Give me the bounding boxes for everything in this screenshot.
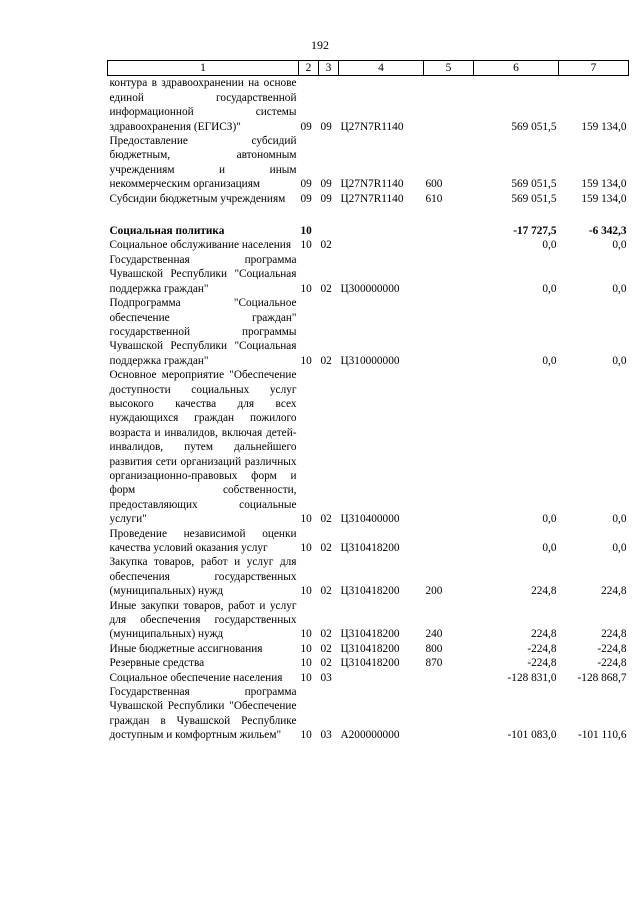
header-col-7: 7 [559, 61, 629, 76]
row-section: 10 [300, 628, 312, 641]
row-section: 10 [300, 729, 312, 742]
row-section: 10 [300, 671, 312, 684]
row-expense-type [424, 368, 474, 526]
row-subsection: 03 [320, 671, 332, 684]
row-amount-2: -6 342,3 [588, 225, 627, 238]
row-subsection: 09 [320, 120, 332, 133]
row-amount-2: -128 868,7 [577, 671, 627, 684]
row-amount-1: -17 727,5 [513, 225, 557, 238]
row-target-article: Ц310418200 [340, 542, 400, 554]
row-amount-2: 159 134,0 [581, 192, 627, 205]
row-subsection: 03 [320, 729, 332, 742]
row-amount-2: 0,0 [612, 513, 627, 526]
row-amount-1: 569 051,5 [511, 178, 557, 191]
row-name: Закупка товаров, работ и услуг для обеспечения государственных (муниципальных) нужд [109, 556, 297, 598]
row-amount-1: 224,8 [531, 628, 557, 641]
row-name: Иные бюджетные ассигнования [109, 642, 263, 655]
header-col-5: 5 [424, 61, 474, 76]
row-amount-2: 159 134,0 [581, 178, 627, 191]
row-amount-1: -224,8 [527, 642, 557, 655]
row-expense-type [424, 76, 474, 134]
row-section: 10 [300, 282, 312, 295]
row-target-article: Ц310418200 [340, 585, 400, 598]
row-amount-1: 0,0 [542, 354, 557, 367]
row-name: Предоставление субсидий бюджетным, автономным учреждениям и иным некоммерческим организациям [109, 135, 297, 191]
table-row [108, 527, 629, 556]
row-expense-type: 870 [425, 657, 443, 670]
table-row [108, 656, 629, 670]
row-amount-1: 224,8 [531, 585, 557, 598]
table-header-row [108, 61, 629, 76]
row-amount-2: 159 134,0 [581, 120, 627, 133]
row-target-article: Ц27N7R1140 [340, 120, 404, 133]
row-section: 10 [300, 542, 312, 554]
table-row [108, 192, 629, 206]
row-name: Иные закупки товаров, работ и услуг для обеспечения государственных (муниципальных) нужд [109, 599, 297, 641]
row-target-article: Ц310000000 [340, 354, 400, 367]
row-target-article [339, 238, 424, 252]
row-amount-1: 569 051,5 [511, 120, 557, 133]
table-row [108, 76, 629, 134]
row-subsection: 02 [320, 282, 332, 295]
row-name: Проведение независимой оценки качества условий оказания услуг [109, 527, 297, 554]
table-row [108, 134, 629, 192]
row-name: Государственная программа Чувашской Республики "Социальная поддержка граждан" [109, 253, 297, 295]
row-subsection: 02 [320, 354, 332, 367]
row-expense-type [424, 224, 474, 238]
row-expense-type [424, 296, 474, 368]
row-expense-type: 200 [425, 585, 443, 598]
header-col-1: 1 [108, 61, 299, 76]
row-name: Социальное обслуживание населения [109, 239, 292, 252]
row-expense-type [424, 671, 474, 685]
row-section: 10 [300, 225, 312, 238]
row-name: контура в здравоохранении на основе единой государственной информационной системы здравоохранения (ЕГИСЗ)" [109, 77, 297, 133]
row-subsection [319, 224, 339, 238]
row-name: Социальное обеспечение населения [109, 671, 283, 684]
row-amount-1: -128 831,0 [507, 671, 557, 684]
row-target-article [339, 224, 424, 238]
spacer-row [108, 206, 629, 224]
row-name: Государственная программа Чувашской Республики "Обеспечение граждан в Чувашской Республике доступным и комфортным жильем" [109, 686, 297, 742]
row-expense-type [424, 685, 474, 743]
row-amount-1: -224,8 [527, 657, 557, 670]
row-section: 09 [300, 192, 312, 205]
header-col-6: 6 [474, 61, 559, 76]
row-target-article: Ц310418200 [340, 642, 400, 655]
row-amount-1: 0,0 [542, 282, 557, 295]
table-row [108, 296, 629, 368]
row-target-article: Ц27N7R1140 [340, 178, 404, 191]
row-name: Подпрограмма "Социальное обеспечение граждан" государственной программы Чувашской Республики "Социальная поддержка граждан" [109, 297, 297, 367]
header-col-2: 2 [299, 61, 319, 76]
row-name: Основное мероприятие "Обеспечение доступности социальных услуг высокого качества для всех нуждающихся граждан пожилого возраста и инвалидов, включая детей-инвалидов, путем дальнейшего развития сети организаций различных организационно-правовых форм и форм собственности, предоставляющих социальные услуги" [109, 369, 297, 526]
row-expense-type: 800 [425, 642, 443, 655]
row-amount-1: -101 083,0 [507, 729, 557, 742]
row-subsection: 09 [320, 178, 332, 191]
table-row [108, 685, 629, 743]
table-row [108, 599, 629, 642]
row-section: 10 [300, 657, 312, 670]
row-amount-2: 224,8 [601, 585, 627, 598]
row-target-article: Ц310418200 [340, 628, 400, 641]
row-name: Резервные средства [109, 657, 205, 670]
row-expense-type: 600 [425, 178, 443, 191]
row-target-article: Ц300000000 [340, 282, 400, 295]
row-subsection: 02 [320, 239, 332, 252]
row-subsection: 02 [320, 585, 332, 598]
row-expense-type: 240 [425, 628, 443, 641]
table-body [108, 76, 629, 743]
row-name: Субсидии бюджетным учреждениям [109, 192, 286, 205]
row-amount-2: 0,0 [612, 354, 627, 367]
header-col-3: 3 [319, 61, 339, 76]
table-row [108, 368, 629, 526]
row-amount-2: -224,8 [597, 657, 627, 670]
row-section: 10 [300, 239, 312, 252]
row-expense-type [424, 238, 474, 252]
table-row [108, 253, 629, 296]
page-number: 192 [311, 38, 329, 52]
row-amount-2: 224,8 [601, 628, 627, 641]
row-subsection: 02 [320, 642, 332, 655]
row-amount-1: 0,0 [542, 513, 557, 526]
row-expense-type: 610 [425, 192, 443, 205]
table-row [108, 671, 629, 685]
row-amount-1: 0,0 [542, 239, 557, 252]
row-subsection: 09 [320, 192, 332, 205]
row-amount-2: 0,0 [612, 282, 627, 295]
row-target-article: Ц310418200 [340, 657, 400, 670]
row-amount-2: 0,0 [612, 542, 627, 554]
row-section: 10 [300, 513, 312, 526]
row-section: 10 [300, 585, 312, 598]
row-amount-1: 0,0 [542, 542, 557, 554]
row-subsection: 02 [320, 513, 332, 526]
row-subsection: 02 [320, 657, 332, 670]
row-subsection: 02 [320, 628, 332, 641]
row-target-article [339, 671, 424, 685]
row-amount-2: -224,8 [597, 642, 627, 655]
row-expense-type [424, 253, 474, 296]
row-section: 09 [300, 178, 312, 191]
row-amount-2: -101 110,6 [577, 729, 627, 742]
row-section: 10 [300, 642, 312, 655]
row-subsection: 02 [320, 542, 332, 554]
table-row [108, 224, 629, 238]
row-target-article: А200000000 [340, 729, 400, 742]
header-col-4: 4 [339, 61, 424, 76]
row-name: Социальная политика [109, 225, 225, 238]
table-row [108, 555, 629, 598]
row-amount-2: 0,0 [612, 239, 627, 252]
row-amount-1: 569 051,5 [511, 192, 557, 205]
table-row [108, 642, 629, 656]
row-expense-type [424, 527, 474, 556]
budget-table [107, 60, 629, 743]
row-section: 09 [300, 120, 312, 133]
row-target-article: Ц310400000 [340, 513, 400, 526]
row-section: 10 [300, 354, 312, 367]
table-row [108, 238, 629, 252]
row-target-article: Ц27N7R1140 [340, 192, 404, 205]
